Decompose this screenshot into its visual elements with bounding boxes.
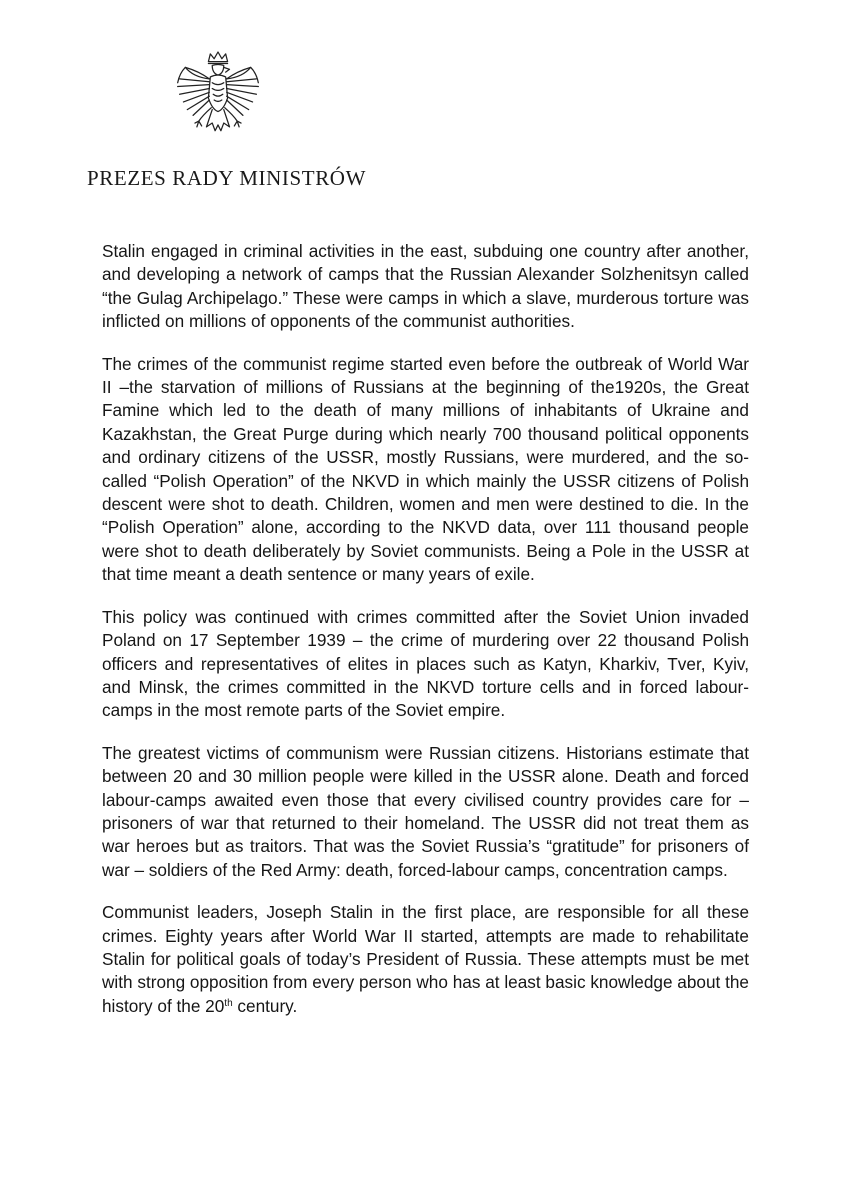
paragraph-russian-victims: The greatest victims of communism were Russian citizens. Historians estimate that between 20 and 30 million people were killed in the USSR alone. Death and forced labour-camps awaited even those that every civilised country provides care for – prisoners of war that returned to their homeland. The USSR did not treat them as war heroes but as traitors. That was the Soviet Russia’s “gratitude” for prisoners of war – soldiers of the Red Army: death, forced-labour camps, concentration camps. — [102, 742, 749, 880]
letter-body — [102, 240, 749, 1037]
paragraph-responsibility — [102, 901, 749, 1018]
paragraph-gulag: Stalin engaged in criminal activities in the east, subduing one country after another, and developing a network of camps that the Russian Alexander Solzhenitsyn called “the Gulag Archipelago.” These were camps in which a slave, murderous torture was inflicted on millions of opponents of the communist authorities. — [102, 241, 749, 332]
paragraph-responsibility-text: Communist leaders, Joseph Stalin in the first place, are responsible for all these crimes. Eighty years after World War II started, attempts are made to rehabilitate Stalin for political goals of today’s President of Russia. These attempts must be met with strong opposition from every person who has at least basic knowledge about the history of the 20 — [102, 902, 749, 1016]
ordinal-superscript: th — [224, 997, 233, 1009]
paragraph-soviet-invasion: This policy was continued with crimes committed after the Soviet Union invaded Poland on 17 September 1939 – the crime of murdering over 22 thousand Polish officers and representatives of elites in places such as Katyn, Kharkiv, Tver, Kyiv, and Minsk, the crimes committed in the NKVD torture cells and in forced labour-camps in the most remote parts of the Soviet empire. — [102, 606, 749, 721]
office-title: PREZES RADY MINISTRÓW — [87, 166, 366, 190]
paragraph-responsibility-tail: century. — [232, 995, 298, 1016]
paragraph-communist-crimes: The crimes of the communist regime started even before the outbreak of World War II –the starvation of millions of Russians at the beginning of the1920s, the Great Famine which led to the death of many millions of inhabitants of Ukraine and Kazakhstan, the Great Purge during which nearly 700 thousand political opponents and ordinary citizens of the USSR, mostly Russians, were murdered, and the so-called “Polish Operation” of the NKVD in which mainly the USSR citizens of Polish descent were shot to death. Children, women and men were destined to die. In the “Polish Operation” alone, according to the NKVD data, over 111 thousand people were shot to death deliberately by Soviet communists. Being a Pole in the USSR at that time meant a death sentence or many years of exile. — [102, 353, 749, 585]
eagle-emblem-icon — [170, 50, 266, 150]
